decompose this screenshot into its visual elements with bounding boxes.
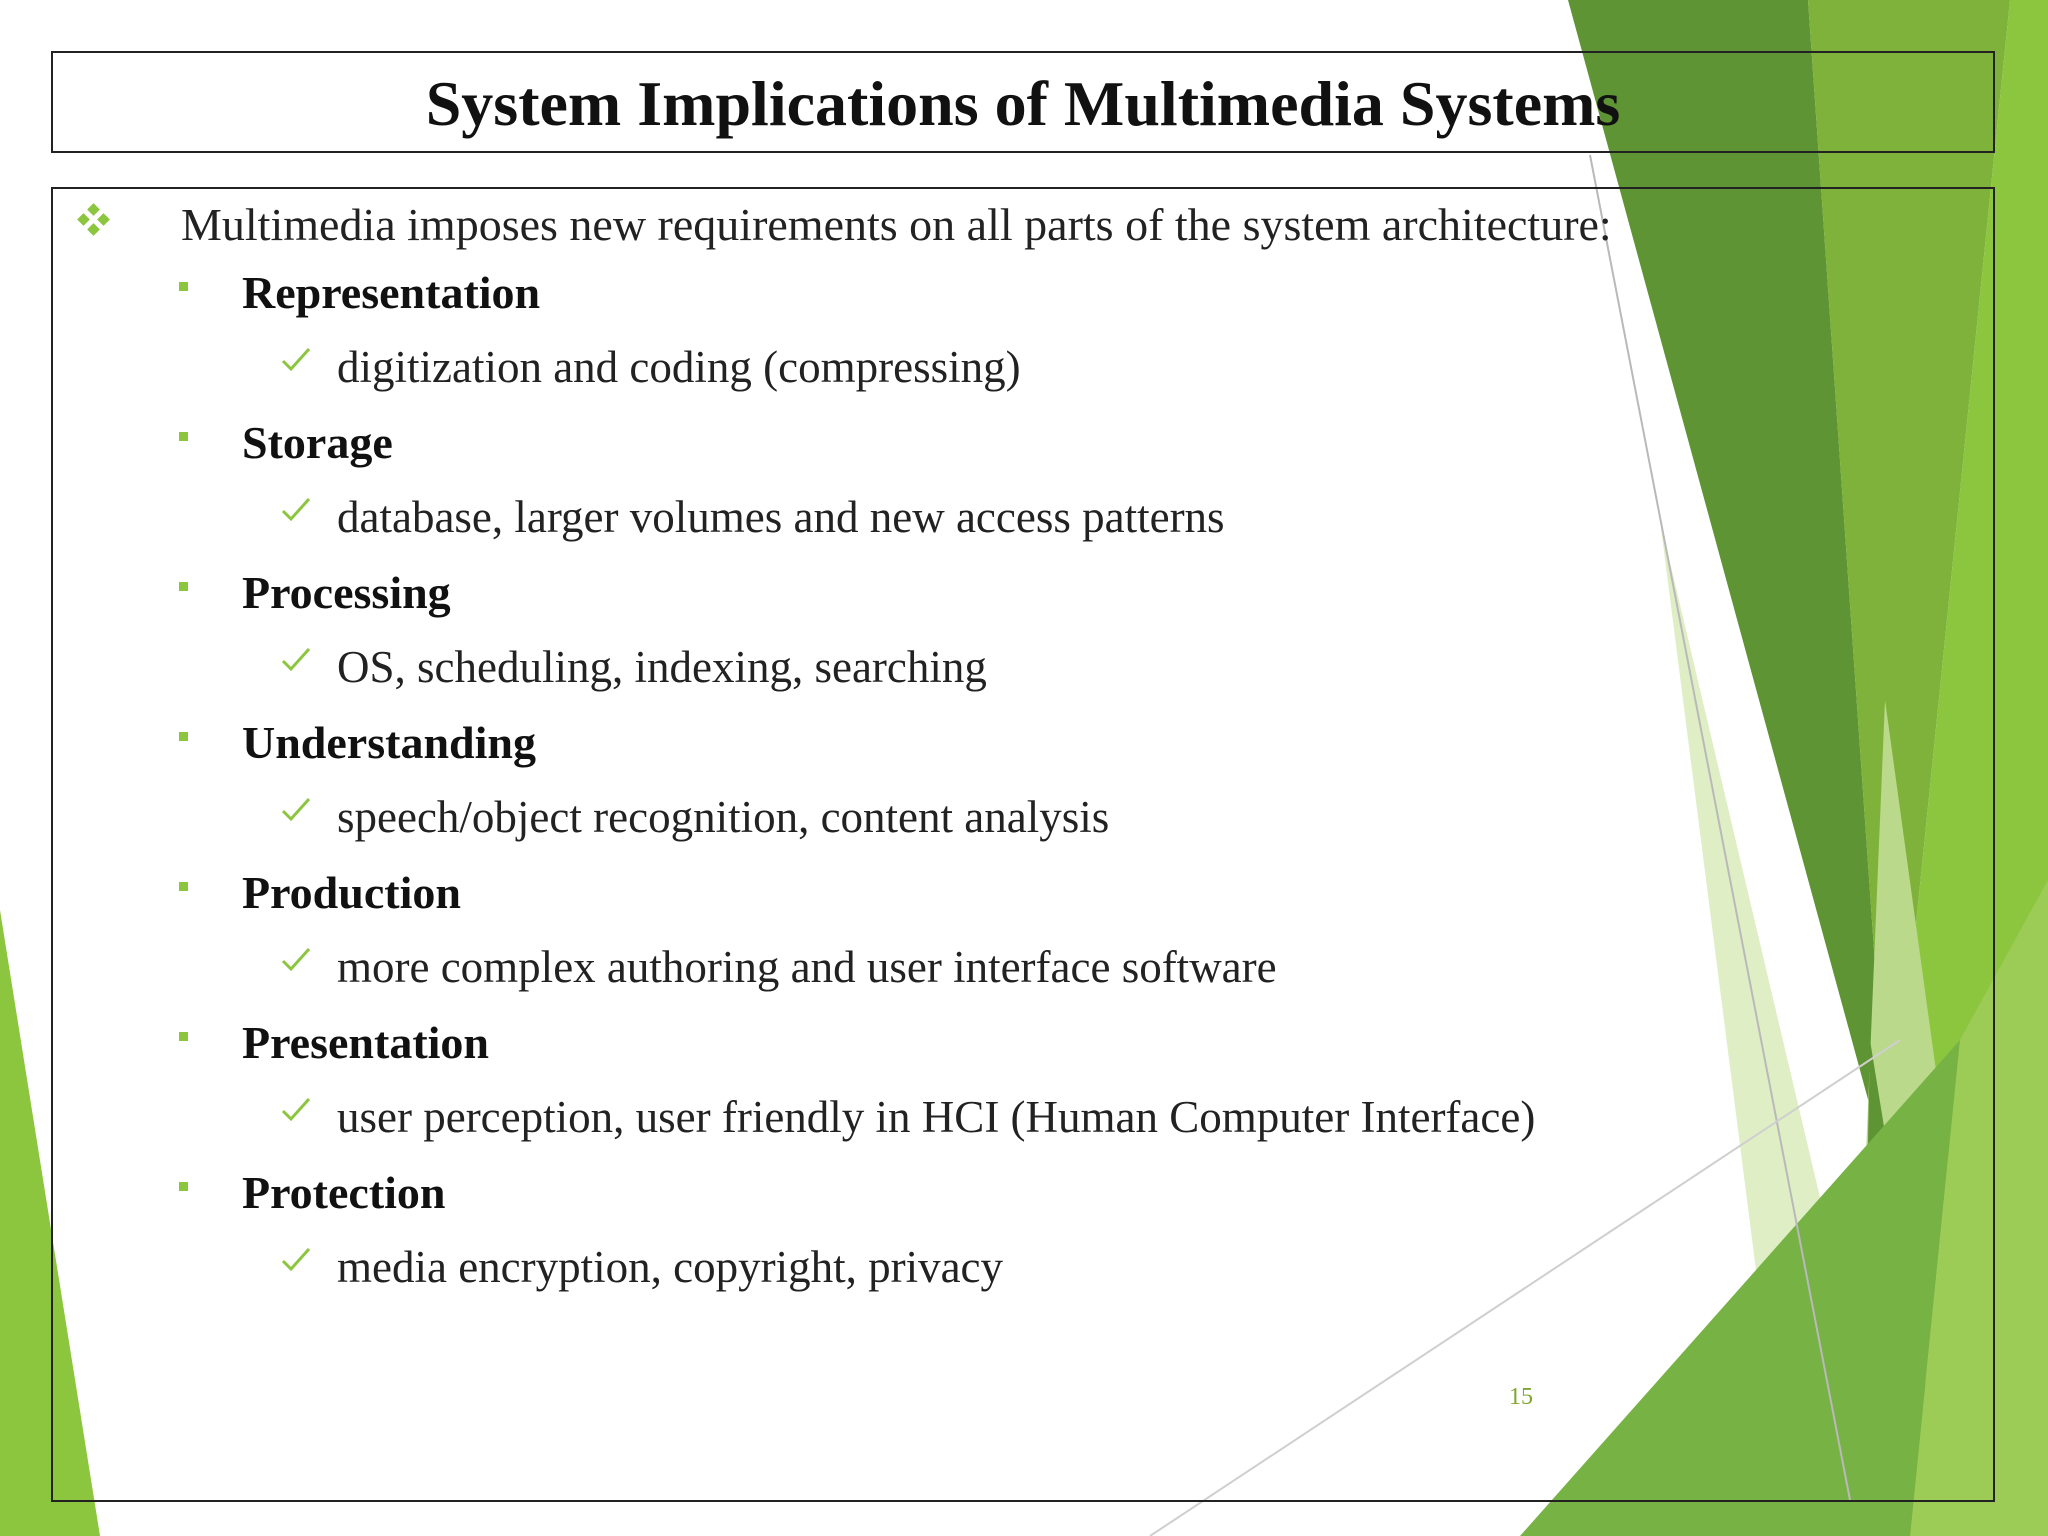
checkmark-icon [279,943,313,977]
content-box [51,187,1995,1502]
square-bullet-icon [179,732,188,741]
item-heading: Presentation [242,1016,490,1068]
slide-title: System Implications of Multimedia Systems [425,68,1621,139]
checkmark-icon [279,1243,313,1277]
list-item-processing [53,561,1693,711]
list-item-storage [53,411,1693,561]
list-item-protection [53,1161,1693,1311]
item-detail-row [279,937,1277,997]
page-number: 15 [1509,1384,1533,1410]
item-detail-row [279,1087,1535,1147]
four-diamond-bullet-icon [77,203,117,243]
list-item-representation [53,261,1693,411]
item-heading-row [179,861,461,923]
item-detail: OS, scheduling, indexing, searching [337,642,987,692]
checkmark-icon [279,493,313,527]
item-detail: speech/object recognition, content analysis [337,792,1110,842]
item-heading: Representation [242,266,541,318]
item-heading: Protection [242,1166,446,1218]
title-box [51,51,1995,153]
item-detail-row [279,487,1225,547]
square-bullet-icon [179,882,188,891]
item-detail-row [279,1237,1003,1297]
square-bullet-icon [179,1032,188,1041]
square-bullet-icon [179,1182,188,1191]
checkmark-icon [279,1093,313,1127]
item-detail: digitization and coding (compressing) [337,342,1021,392]
item-heading-row [179,261,540,323]
checkmark-icon [279,643,313,677]
item-heading-row [179,711,536,773]
checkmark-icon [279,793,313,827]
item-heading-row [179,1161,446,1223]
item-detail: media encryption, copyright, privacy [337,1242,1004,1292]
intro-bullet [77,197,1717,252]
item-detail-row [279,337,1021,397]
item-detail-row [279,637,987,697]
square-bullet-icon [179,282,188,291]
item-heading-row [179,561,451,623]
item-detail-row [279,787,1109,847]
square-bullet-icon [179,582,188,591]
item-heading: Processing [242,566,451,618]
item-heading-row [179,411,393,473]
item-heading: Storage [242,416,393,468]
item-heading: Understanding [242,716,536,768]
item-heading-row [179,1011,489,1073]
item-detail: more complex authoring and user interface software [337,942,1277,992]
item-detail: user perception, user friendly in HCI (Human Computer Interface) [337,1092,1536,1142]
intro-text: Multimedia imposes new requirements on all parts of the system architecture: [181,199,1612,250]
item-detail: database, larger volumes and new access patterns [337,492,1225,542]
requirements-list [53,261,1693,1311]
item-heading: Production [242,866,461,918]
list-item-presentation [53,1011,1693,1161]
list-item-production [53,861,1693,1011]
list-item-understanding [53,711,1693,861]
square-bullet-icon [179,432,188,441]
checkmark-icon [279,343,313,377]
